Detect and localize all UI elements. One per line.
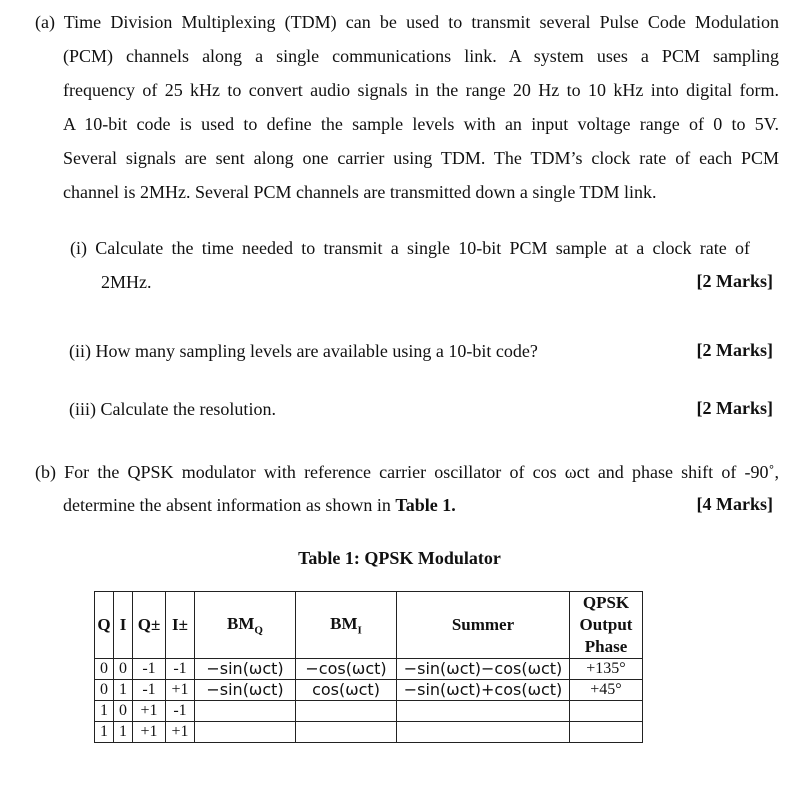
cell-summer: −sin(ωct)+cos(ωct) xyxy=(397,680,570,701)
cell-q-pm: -1 xyxy=(133,680,166,701)
header-bm-q: $BM_Q$ xyxy=(195,592,296,659)
header-i: I xyxy=(114,592,133,659)
part-b-marks: [4 Marks] xyxy=(696,494,773,514)
cell-bm-i: −cos(ωct) xyxy=(296,659,397,680)
cell-summer xyxy=(397,701,570,722)
qpsk-table xyxy=(94,591,643,743)
cell-i: 1 xyxy=(114,680,133,701)
question-i-line-2: 2MHz. xyxy=(101,272,152,292)
cell-summer xyxy=(397,722,570,743)
question-iii: (iii) Calculate the resolution. xyxy=(69,399,276,419)
cell-q-pm: +1 xyxy=(133,701,166,722)
table-row xyxy=(95,659,643,680)
cell-bm-i xyxy=(296,701,397,722)
part-a-line-1: (a) Time Division Multiplexing (TDM) can be used to transmit several Pulse Code Modulation xyxy=(35,12,779,32)
cell-phase: +135° xyxy=(570,659,643,680)
cell-q: 1 xyxy=(95,701,114,722)
part-a-line-5: Several signals are sent along one carrier using TDM. The TDM’s clock rate of each PCM xyxy=(63,148,779,168)
table-row xyxy=(95,722,643,743)
header-bm-i: $BM_I$ xyxy=(296,592,397,659)
cell-phase xyxy=(570,722,643,743)
cell-bm-i: cos(ωct) xyxy=(296,680,397,701)
cell-bm-q: −sin(ωct) xyxy=(195,680,296,701)
question-iii-marks: [2 Marks] xyxy=(696,398,773,418)
cell-q: 0 xyxy=(95,680,114,701)
header-phase-line-2: Output xyxy=(579,615,633,634)
header-output-phase xyxy=(570,592,643,659)
part-a-line-6: channel is 2MHz. Several PCM channels are transmitted down a single TDM link. xyxy=(63,182,657,202)
table-row xyxy=(95,680,643,701)
part-a-line-4: A 10-bit code is used to define the sample levels with an input voltage range of 0 to 5V. xyxy=(63,114,779,134)
cell-q: 0 xyxy=(95,659,114,680)
cell-q-pm: +1 xyxy=(133,722,166,743)
cell-bm-q xyxy=(195,722,296,743)
cell-i: 0 xyxy=(114,659,133,680)
cell-bm-q: −sin(ωct) xyxy=(195,659,296,680)
table-reference: Table 1. xyxy=(395,495,456,515)
cell-i: 1 xyxy=(114,722,133,743)
cell-i-pm: +1 xyxy=(166,722,195,743)
cell-bm-q xyxy=(195,701,296,722)
header-i-pm: I± xyxy=(166,592,195,659)
header-phase-line-1: QPSK xyxy=(582,593,630,612)
table-header-row xyxy=(95,592,643,659)
cell-bm-i xyxy=(296,722,397,743)
table-row xyxy=(95,701,643,722)
question-ii: (ii) How many sampling levels are available using a 10-bit code? xyxy=(69,341,538,361)
cell-phase xyxy=(570,701,643,722)
cell-phase: +45° xyxy=(570,680,643,701)
table-caption: Table 1: QPSK Modulator xyxy=(298,548,501,568)
part-b-line-1: (b) For the QPSK modulator with reference carrier oscillator of cos ωct and phase shift of -90˚, xyxy=(35,462,779,482)
cell-i-pm: -1 xyxy=(166,659,195,680)
part-b-line-2 xyxy=(63,494,456,516)
cell-i-pm: -1 xyxy=(166,701,195,722)
part-b-line-2-text: determine the absent information as shown in xyxy=(63,495,396,515)
question-ii-marks: [2 Marks] xyxy=(696,340,773,360)
question-i-line-1: (i) Calculate the time needed to transmit a single 10-bit PCM sample at a clock rate of xyxy=(70,238,750,258)
header-q: Q xyxy=(95,592,114,659)
part-a-line-2: (PCM) channels along a single communications link. A system uses a PCM sampling xyxy=(63,46,779,66)
header-phase-line-3: Phase xyxy=(584,637,628,656)
header-summer: Summer xyxy=(397,592,570,659)
question-i-marks: [2 Marks] xyxy=(696,271,773,291)
cell-q-pm: -1 xyxy=(133,659,166,680)
cell-i: 0 xyxy=(114,701,133,722)
cell-q: 1 xyxy=(95,722,114,743)
cell-i-pm: +1 xyxy=(166,680,195,701)
header-q-pm: Q± xyxy=(133,592,166,659)
part-a-line-3: frequency of 25 kHz to convert audio signals in the range 20 Hz to 10 kHz into digital form. xyxy=(63,80,779,100)
cell-summer: −sin(ωct)−cos(ωct) xyxy=(397,659,570,680)
